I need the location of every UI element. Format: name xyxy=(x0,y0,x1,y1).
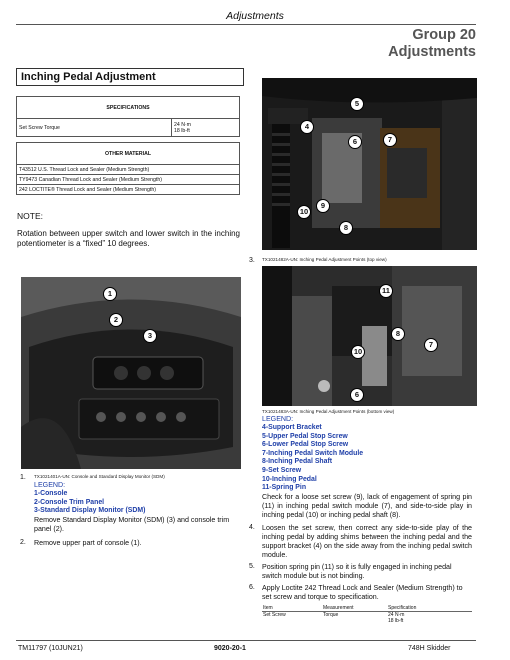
callout-8: 8 xyxy=(391,327,405,341)
material-row: 242 LOCTITE® Thread Lock and Sealer (Medium Strength) xyxy=(17,185,240,195)
callout-5: 5 xyxy=(350,97,364,111)
legend-2-title: LEGEND: xyxy=(262,415,294,423)
specifications-table xyxy=(16,96,240,137)
group-heading xyxy=(388,27,476,61)
footer-model: 748H Skidder xyxy=(408,645,451,652)
legend-2-item: 7-Inching Pedal Switch Module xyxy=(262,449,364,457)
torque-table-cell: Set Screw xyxy=(263,612,286,618)
callout-8: 8 xyxy=(339,221,353,235)
legend-2-item: 6-Lower Pedal Stop Screw xyxy=(262,441,349,449)
note-label: NOTE: xyxy=(17,211,43,221)
pedal-bottom-view-photo xyxy=(262,266,477,406)
callout-10: 10 xyxy=(297,205,311,219)
pedal-bottom-view-drawing xyxy=(262,266,477,406)
step-6-text: Apply Loctite 242 Thread Lock and Sealer (Medium Strength) to set screw and torque to specification. xyxy=(262,584,463,601)
torque-value-imperial: 18 lb-ft xyxy=(388,618,404,624)
torque-table-cell: Torque xyxy=(323,612,339,618)
footer-rule xyxy=(16,640,476,641)
specifications-heading: SPECIFICATIONS xyxy=(17,97,240,119)
torque-value-metric: 24 N·m xyxy=(388,612,405,618)
pedal-top-view-drawing xyxy=(262,78,477,250)
material-row: T43512 U.S. Thread Lock and Sealer (Medium Strength) xyxy=(17,165,240,175)
callout-4: 4 xyxy=(300,120,314,134)
section-title-box xyxy=(16,68,244,86)
step-4-text: Loosen the set screw, then correct any side-to-side play of the inching pedal by adding shims between the inching pedal and the support bracket (4) on the side away from the inching pedal switch module. xyxy=(262,524,472,559)
check-text: Check for a loose set screw (9), lack of engagement of spring pin (11) in inching pedal switch module (7), and side-to-side play in inching pedal (10) or inching pedal shaft (8). xyxy=(262,492,472,519)
section-title: Inching Pedal Adjustment xyxy=(21,71,156,83)
step-1-text: Remove Standard Display Monitor (SDM) (3) and console trim panel (2). xyxy=(34,515,230,533)
legend-1-item: 3-Standard Display Monitor (SDM) xyxy=(34,507,146,515)
pedal-top-view-photo xyxy=(262,78,477,250)
step-1-block xyxy=(34,481,242,534)
callout-9: 9 xyxy=(316,199,330,213)
material-row: TY9473 Canadian Thread Lock and Sealer (Medium Strength) xyxy=(17,175,240,185)
note-text: Rotation between upper switch and lower switch in the inching potentiometer is a “fixed” 10 degrees. xyxy=(17,229,240,248)
callout-6: 6 xyxy=(348,135,362,149)
legend-2-item: 4-Support Bracket xyxy=(262,424,322,431)
group-name: Adjustments xyxy=(388,44,476,60)
group-number: Group 20 xyxy=(412,27,476,43)
callout-2: 2 xyxy=(109,313,123,327)
legend-1-title: LEGEND: xyxy=(34,481,66,489)
torque-table-cell xyxy=(387,612,472,625)
step-2-text: Remove upper part of console (1). xyxy=(34,539,142,547)
step-5-text: Position spring pin (11) so it is fully engaged in inching pedal switch module but is not binding. xyxy=(262,563,452,580)
spec-item: Set Screw Torque xyxy=(17,119,172,137)
callout-7: 7 xyxy=(424,338,438,352)
step-4-number: 4. xyxy=(249,524,255,531)
legend-1-item: 1-Console xyxy=(34,490,68,497)
step-2-number: 2. xyxy=(20,539,26,546)
torque-table xyxy=(262,605,472,624)
pedal-top-view-caption: TX1021482A-UN: Inching Pedal Adjustment Points (top view) xyxy=(262,257,387,262)
callout-11: 11 xyxy=(379,284,393,298)
torque-table-header: Specification xyxy=(388,605,417,611)
callout-1: 1 xyxy=(103,287,117,301)
running-header: Adjustments xyxy=(226,10,284,22)
legend-2-item: 8-Inching Pedal Shaft xyxy=(262,458,333,466)
spec-value-imperial: 18 lb-ft xyxy=(174,127,190,134)
callout-3: 3 xyxy=(143,329,157,343)
spec-value xyxy=(172,119,240,137)
other-material-heading: OTHER MATERIAL xyxy=(17,143,240,165)
legend-2-block xyxy=(262,415,472,520)
header-rule xyxy=(16,24,476,25)
step-5-number: 5. xyxy=(249,563,255,570)
step-1-number: 1. xyxy=(20,474,26,481)
footer-page-number: 9020-20-1 xyxy=(214,645,246,652)
console-photo-caption: TX1021401A-UN: Console and Standard Display Monitor (SDM) xyxy=(34,474,165,479)
spec-value-metric: 24 N·m xyxy=(174,121,192,128)
callout-6: 6 xyxy=(350,388,364,402)
legend-2-item: 11-Spring Pin xyxy=(262,484,307,492)
torque-table-header: Measurement xyxy=(323,605,354,611)
callout-10: 10 xyxy=(351,345,365,359)
console-photo-drawing xyxy=(21,277,241,469)
legend-1-item: 2-Console Trim Panel xyxy=(34,498,105,506)
pedal-bottom-view-caption: TX1021483A-UN: Inching Pedal Adjustment Points (bottom view) xyxy=(262,409,395,414)
footer-document-id: TM11797 (10JUN21) xyxy=(18,645,83,652)
legend-2-item: 10-Inching Pedal xyxy=(262,475,317,483)
step-6-number: 6. xyxy=(249,584,255,591)
legend-2-item: 9-Set Screw xyxy=(262,466,302,474)
legend-2-item: 5-Upper Pedal Stop Screw xyxy=(262,432,348,440)
callout-7: 7 xyxy=(383,133,397,147)
console-photo xyxy=(21,277,241,469)
step-3-number: 3. xyxy=(249,257,255,264)
other-material-table xyxy=(16,142,240,195)
torque-table-header: Item xyxy=(263,605,273,611)
